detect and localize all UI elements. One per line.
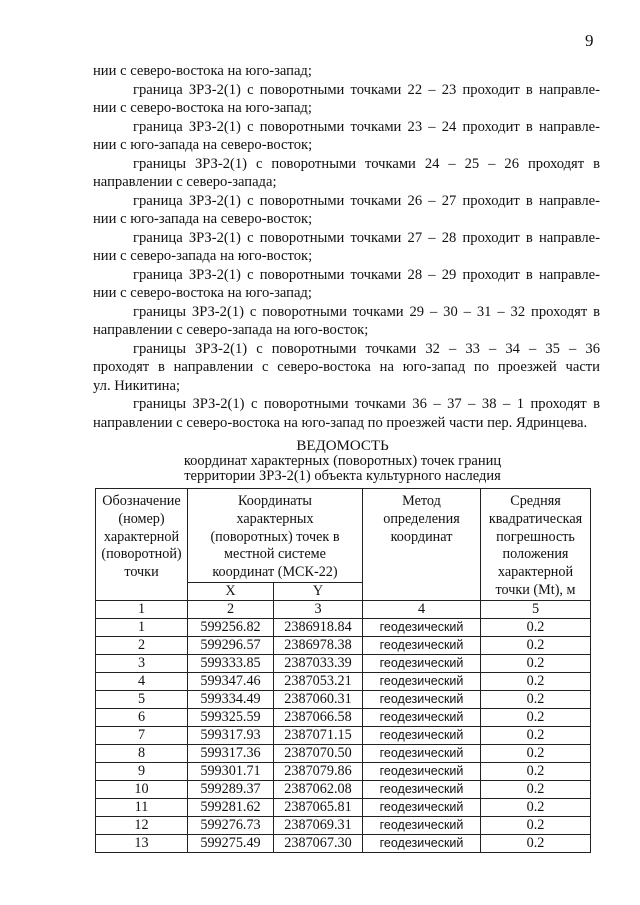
error-value: 0.2 (481, 780, 591, 798)
x-coordinate: 599289.37 (188, 780, 274, 798)
table-row (96, 762, 591, 780)
header-point-id (96, 489, 188, 601)
point-number: 6 (96, 708, 188, 726)
header-line: характерной (103, 528, 180, 545)
table-row (96, 654, 591, 672)
table-row (96, 744, 591, 762)
point-number: 1 (96, 618, 188, 636)
text-line: границы ЗРЗ-2(1) с поворотными точками 24 – 25 – 26 проходят в (133, 155, 600, 172)
text-line: граница ЗРЗ-2(1) с поворотными точками 22 – 23 проходит в направле- (133, 81, 600, 98)
text-line: граница ЗРЗ-2(1) с поворотными точками 26 – 27 проходит в направле- (133, 192, 600, 209)
method: геодезический (363, 798, 481, 816)
header-x: X (188, 582, 274, 600)
header-line: характерной (497, 564, 574, 581)
point-number: 11 (96, 798, 188, 816)
point-number: 4 (96, 672, 188, 690)
header-line: (поворотных) точек в (210, 528, 340, 545)
method: геодезический (363, 690, 481, 708)
header-line: (поворотной) (101, 546, 182, 563)
table-row (96, 618, 591, 636)
text-line: граница ЗРЗ-2(1) с поворотными точками 27 – 28 проходит в направле- (133, 229, 600, 246)
x-coordinate: 599281.62 (188, 798, 274, 816)
method: геодезический (363, 834, 481, 852)
table-row (96, 798, 591, 816)
column-number: 5 (481, 600, 591, 618)
header-line: точки (124, 564, 159, 581)
method: геодезический (363, 636, 481, 654)
header-error (481, 489, 591, 601)
x-coordinate: 599317.36 (188, 744, 274, 762)
method: геодезический (363, 780, 481, 798)
header-line: местной системе (224, 546, 326, 563)
point-number: 2 (96, 636, 188, 654)
text-line: нии с юго-запада на северо-восток; (93, 211, 313, 227)
text-line: граница ЗРЗ-2(1) с поворотными точками 23 – 24 проходит в направле- (133, 118, 600, 135)
body-text (93, 62, 600, 432)
column-number: 3 (274, 600, 363, 618)
header-line: Метод (402, 493, 441, 509)
point-number: 3 (96, 654, 188, 672)
y-coordinate: 2387062.08 (274, 780, 363, 798)
x-coordinate: 599325.59 (188, 708, 274, 726)
text-line: направлении с северо-запада на юго-восток; (93, 322, 369, 338)
error-value: 0.2 (481, 690, 591, 708)
y-coordinate: 2387066.58 (274, 708, 363, 726)
point-number: 5 (96, 690, 188, 708)
text-line: нии с северо-востока на юго-запад; (93, 63, 312, 79)
method: геодезический (363, 816, 481, 834)
text-line: проходят в направлении с северо-востока на юго-запад по проезжей части (93, 359, 600, 375)
text-line: ул. Никитина; (93, 377, 181, 394)
x-coordinate: 599275.49 (188, 834, 274, 852)
table-row (96, 726, 591, 744)
y-coordinate: 2386978.38 (274, 636, 363, 654)
method: геодезический (363, 618, 481, 636)
error-value: 0.2 (481, 654, 591, 672)
text-line: нии с северо-запада на юго-восток; (93, 248, 313, 264)
text-line: направлении с северо-востока на юго-запад по проезжей части пер. Ядринцева. (93, 414, 588, 431)
text-line: граница ЗРЗ-2(1) с поворотными точками 28 – 29 проходит в направле- (133, 266, 600, 283)
x-coordinate: 599276.73 (188, 816, 274, 834)
point-number: 10 (96, 780, 188, 798)
y-coordinate: 2387065.81 (274, 798, 363, 816)
error-value: 0.2 (481, 834, 591, 852)
statement-subtitle-1: координат характерных (поворотных) точек границ (183, 453, 502, 469)
error-value: 0.2 (481, 672, 591, 690)
method: геодезический (363, 762, 481, 780)
header-line: Средняя (510, 493, 561, 509)
method: геодезический (363, 708, 481, 726)
header-line: Обозначение (102, 493, 181, 509)
statement-subtitle-2: территории ЗРЗ-2(1) объекта культурного наследия (184, 468, 501, 484)
column-number: 1 (96, 600, 188, 618)
x-coordinate: 599256.82 (188, 618, 274, 636)
text-line: границы ЗРЗ-2(1) с поворотными точками 36 – 37 – 38 – 1 проходят в (133, 396, 600, 412)
table-row (96, 780, 591, 798)
y-coordinate: 2387079.86 (274, 762, 363, 780)
header-line: Координаты (238, 493, 312, 509)
header-row (96, 489, 591, 583)
table-row (96, 690, 591, 708)
error-value: 0.2 (481, 762, 591, 780)
text-line: направлении с северо-запада; (93, 174, 277, 190)
point-number: 8 (96, 744, 188, 762)
y-coordinate: 2387067.30 (274, 834, 363, 852)
method: геодезический (363, 744, 481, 762)
header-line: квадратическая (488, 510, 583, 527)
coordinates-table (95, 488, 591, 853)
header-method (363, 489, 481, 601)
header-line: погрешность (496, 528, 575, 545)
error-value: 0.2 (481, 618, 591, 636)
text-line: границы ЗРЗ-2(1) с поворотными точками 29 – 30 – 31 – 32 проходят в (133, 303, 600, 320)
text-line: нии с северо-востока на юго-запад; (93, 285, 312, 301)
error-value: 0.2 (481, 636, 591, 654)
table-row (96, 672, 591, 690)
table-row (96, 636, 591, 654)
error-value: 0.2 (481, 726, 591, 744)
method: геодезический (363, 726, 481, 744)
x-coordinate: 599333.85 (188, 654, 274, 672)
text-line: нии с юго-запада на северо-восток; (93, 137, 313, 153)
header-line: координат (390, 528, 453, 545)
table-row (96, 816, 591, 834)
method: геодезический (363, 654, 481, 672)
x-coordinate: 599296.57 (188, 636, 274, 654)
header-line: характерных (236, 510, 314, 527)
y-coordinate: 2387060.31 (274, 690, 363, 708)
x-coordinate: 599347.46 (188, 672, 274, 690)
y-coordinate: 2387069.31 (274, 816, 363, 834)
y-coordinate: 2387033.39 (274, 654, 363, 672)
error-value: 0.2 (481, 816, 591, 834)
x-coordinate: 599317.93 (188, 726, 274, 744)
x-coordinate: 599334.49 (188, 690, 274, 708)
text-line: границы ЗРЗ-2(1) с поворотными точками 32 – 33 – 34 – 35 – 36 (133, 340, 600, 357)
header-line: точки (Mt), м (495, 581, 576, 598)
error-value: 0.2 (481, 744, 591, 762)
x-coordinate: 599301.71 (188, 762, 274, 780)
table-row (96, 708, 591, 726)
point-number: 12 (96, 816, 188, 834)
column-number: 2 (188, 600, 274, 618)
header-line: (номер) (118, 510, 165, 527)
header-y: Y (274, 582, 363, 600)
method: геодезический (363, 672, 481, 690)
point-number: 7 (96, 726, 188, 744)
column-number: 4 (363, 600, 481, 618)
point-number: 9 (96, 762, 188, 780)
point-number: 13 (96, 834, 188, 852)
text-line: нии с северо-востока на юго-запад; (93, 100, 312, 116)
header-coordinates (188, 489, 363, 583)
y-coordinate: 2387053.21 (274, 672, 363, 690)
header-line: положения (502, 546, 569, 563)
error-value: 0.2 (481, 708, 591, 726)
y-coordinate: 2386918.84 (274, 618, 363, 636)
header-line: определения (383, 510, 460, 527)
header-line: координат (МСК-22) (212, 564, 338, 581)
statement-title-block (95, 438, 590, 484)
y-coordinate: 2387071.15 (274, 726, 363, 744)
page-number: 9 (585, 31, 594, 50)
statement-title: ВЕДОМОСТЬ (296, 438, 389, 454)
y-coordinate: 2387070.50 (274, 744, 363, 762)
error-value: 0.2 (481, 798, 591, 816)
column-number-row (96, 600, 591, 618)
table-row (96, 834, 591, 852)
